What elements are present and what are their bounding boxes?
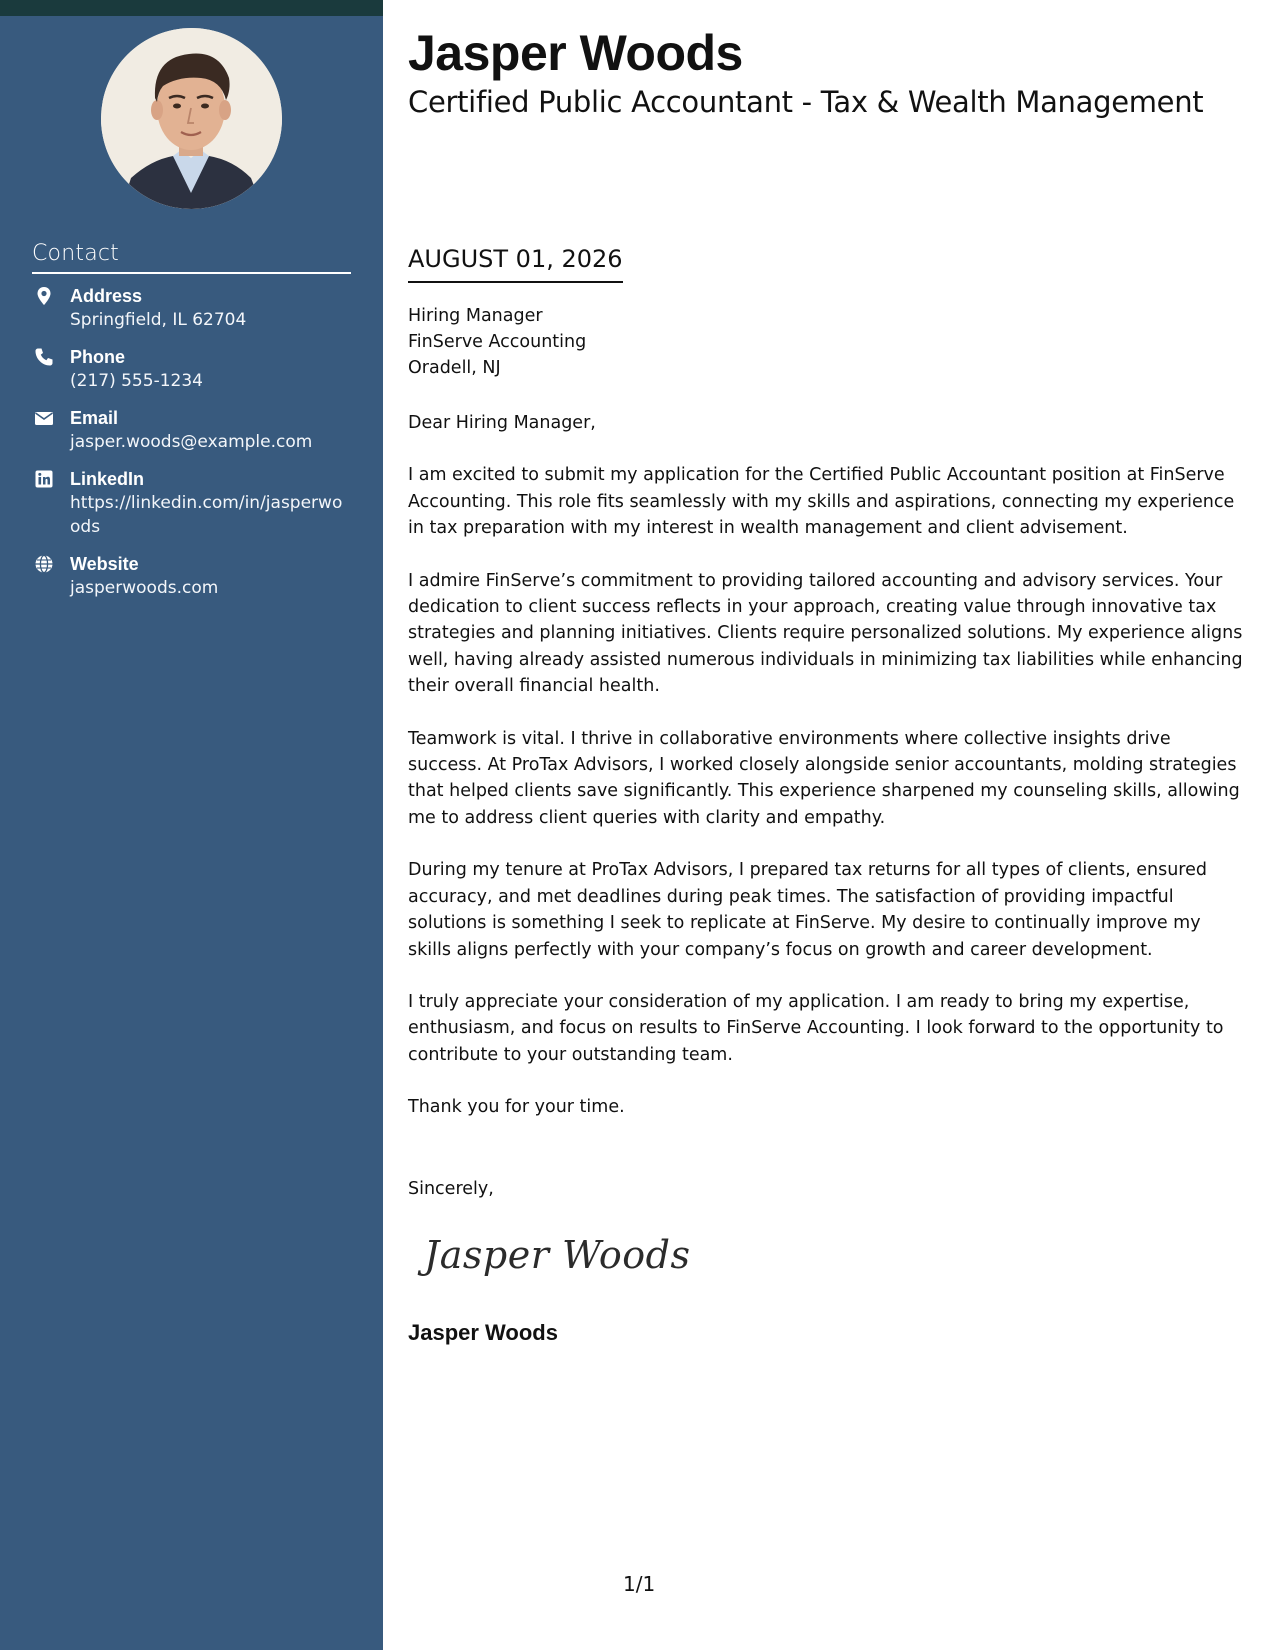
signer-name: Jasper Woods — [408, 1320, 558, 1345]
contact-item-address — [32, 284, 352, 332]
recipient-line: Hiring Manager — [408, 306, 543, 326]
globe-icon — [34, 554, 54, 574]
contact-item-website — [32, 552, 352, 600]
contact-label-website: Website — [70, 554, 139, 574]
closing: Sincerely, — [408, 1179, 494, 1199]
contact-value-address: Springfield, IL 62704 — [70, 310, 247, 330]
page-number: 1/1 — [623, 1572, 656, 1596]
avatar-portrait-image — [101, 28, 282, 209]
contact-value-phone: (217) 555-1234 — [70, 371, 203, 391]
phone-icon — [34, 347, 54, 367]
sidebar-top-bar — [0, 0, 383, 16]
contact-value-website[interactable]: jasperwoods.com — [70, 578, 219, 598]
body-paragraph: Thank you for your time. — [408, 1097, 625, 1118]
envelope-icon — [34, 408, 54, 428]
body-paragraph: I truly appreciate your consideration of my application. I am ready to bring my expertise, enthusiasm, and focus on results to FinServe Accounting. I look forward to the opportunity to contribute to your outstanding team. — [408, 991, 1224, 1065]
body-paragraph: During my tenure at ProTax Advisors, I prepared tax returns for all types of clients, ensured accuracy, and met deadlines during peak times. The satisfaction of providing impactful solutions is something I seek to replicate at FinServe. My desire to continually improve my skills aligns perfectly with your company’s focus on growth and career development. — [408, 860, 1207, 960]
contact-label-phone: Phone — [70, 347, 126, 367]
contact-heading: Contact — [32, 240, 351, 274]
contact-item-phone — [32, 345, 352, 393]
contact-value-linkedin[interactable]: https://linkedin.com/in/jasperwoods — [70, 493, 343, 537]
applicant-name: Jasper Woods — [408, 25, 743, 81]
contact-item-linkedin — [32, 467, 352, 539]
applicant-title: Certified Public Accountant - Tax & Wealth Management — [408, 85, 1204, 119]
body-paragraph: Teamwork is vital. I thrive in collaborative environments where collective insights drive success. At ProTax Advisors, I worked closely alongside senior accountants, molding strategies that helped clients save significantly. This experience sharpened my counseling skills, allowing me to address client queries with clarity and empathy. — [408, 728, 1240, 828]
letter-date: AUGUST 01, 2026 — [408, 243, 623, 283]
body-paragraph: I am excited to submit my application for the Certified Public Accountant position at FinServe Accounting. This role fits seamlessly with my skills and aspirations, connecting my experience in tax preparation with my interest in wealth management and client advisement. — [408, 465, 1235, 539]
linkedin-icon — [34, 469, 54, 489]
contact-item-email — [32, 406, 352, 454]
avatar — [101, 28, 282, 209]
salutation: Dear Hiring Manager, — [408, 413, 596, 433]
contact-label-address: Address — [70, 286, 143, 306]
map-pin-icon — [34, 286, 54, 306]
sidebar — [0, 0, 383, 1650]
contact-label-email: Email — [70, 408, 119, 428]
handwritten-signature: Jasper Woods — [424, 1233, 691, 1277]
recipient-line: Oradell, NJ — [408, 358, 501, 378]
recipient-line: FinServe Accounting — [408, 332, 587, 352]
letter-body — [408, 410, 1246, 1147]
recipient-block — [408, 303, 586, 381]
contact-list — [32, 284, 352, 613]
contact-value-email[interactable]: jasper.woods@example.com — [70, 432, 313, 452]
body-paragraph: I admire FinServe’s commitment to providing tailored accounting and advisory services. Your dedication to client success reflects in your approach, creating value through innovative tax strategies and planning initiatives. Clients require personalized solutions. My experience aligns well, having already assisted numerous individuals in minimizing tax liabilities while enhancing their overall financial health. — [408, 570, 1243, 697]
contact-label-linkedin: LinkedIn — [70, 469, 145, 489]
